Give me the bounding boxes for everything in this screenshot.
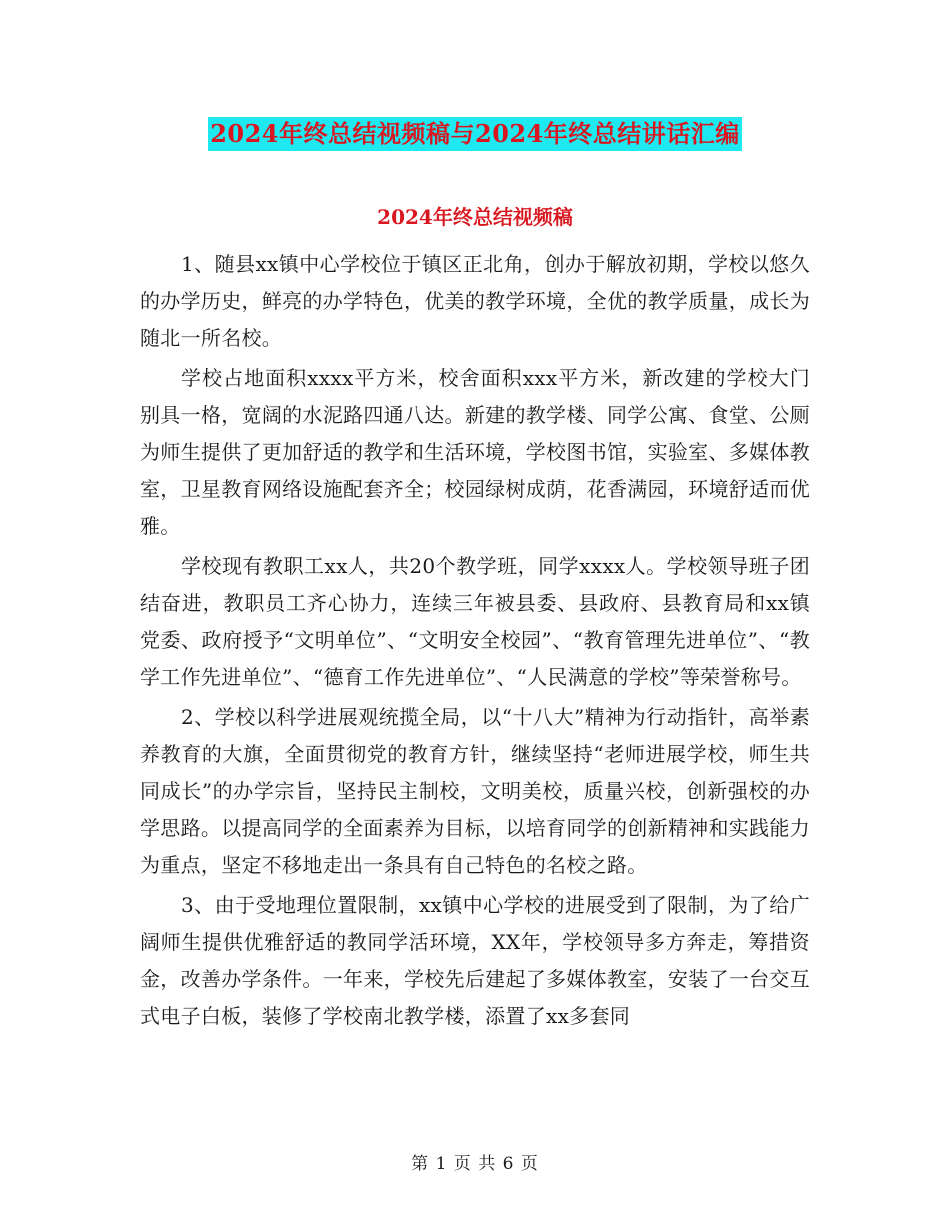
page-footer: 第 1 页 共 6 页 [411, 1154, 539, 1174]
document-body [140, 246, 810, 1035]
section-title: 2024年终总结视频稿 [377, 205, 573, 229]
paragraph: 3、由于受地理位置限制，xx镇中心学校的进展受到了限制，为了给广阔师生提供优雅舒适的教同学活环境，XX年，学校领导多方奔走，筹措资金，改善办学条件。一年来，学校先后建起了多媒体教室，安装了一台交互式电子白板，装修了学校南北教学楼，添置了xx多套同 [140, 893, 810, 1028]
paragraph: 学校现有教职工xx人，共20个教学班，同学xxxx人。学校领导班子团结奋进，教职员工齐心协力，连续三年被县委、县政府、县教育局和xx镇党委、政府授予“文明单位”、“文明安全校园”、“教育管理先进单位”、“教学工作先进单位”、“德育工作先进单位”、“人民满意的学校”等荣誉称号。 [140, 554, 810, 689]
paragraph: 2、学校以科学进展观统揽全局，以“十八大”精神为行动指针，高举素养教育的大旗，全面贯彻党的教育方针，继续坚持“老师进展学校，师生共同成长”的办学宗旨，坚持民主制校，文明美校，质量兴校，创新强校的办学思路。以提高同学的全面素养为目标，以培育同学的创新精神和实践能力为重点，坚定不移地走出一条具有自己特色的名校之路。 [140, 705, 810, 877]
paragraph: 学校占地面积xxxx平方米，校舍面积xxx平方米，新改建的学校大门别具一格，宽阔的水泥路四通八达。新建的教学楼、同学公寓、食堂、公厕为师生提供了更加舒适的教学和生活环境，学校图书馆，实验室、多媒体教室，卫星教育网络设施配套齐全；校园绿树成荫，花香满园，环境舒适而优雅。 [140, 366, 810, 538]
document-title-text: 2024年终总结视频稿与2024年终总结讲话汇编 [208, 117, 742, 151]
paragraph: 1、随县xx镇中心学校位于镇区正北角，创办于解放初期，学校以悠久的办学历史，鲜亮的办学特色，优美的教学环境，全优的教学质量，成长为随北一所名校。 [140, 252, 810, 350]
document-title [0, 112, 950, 151]
